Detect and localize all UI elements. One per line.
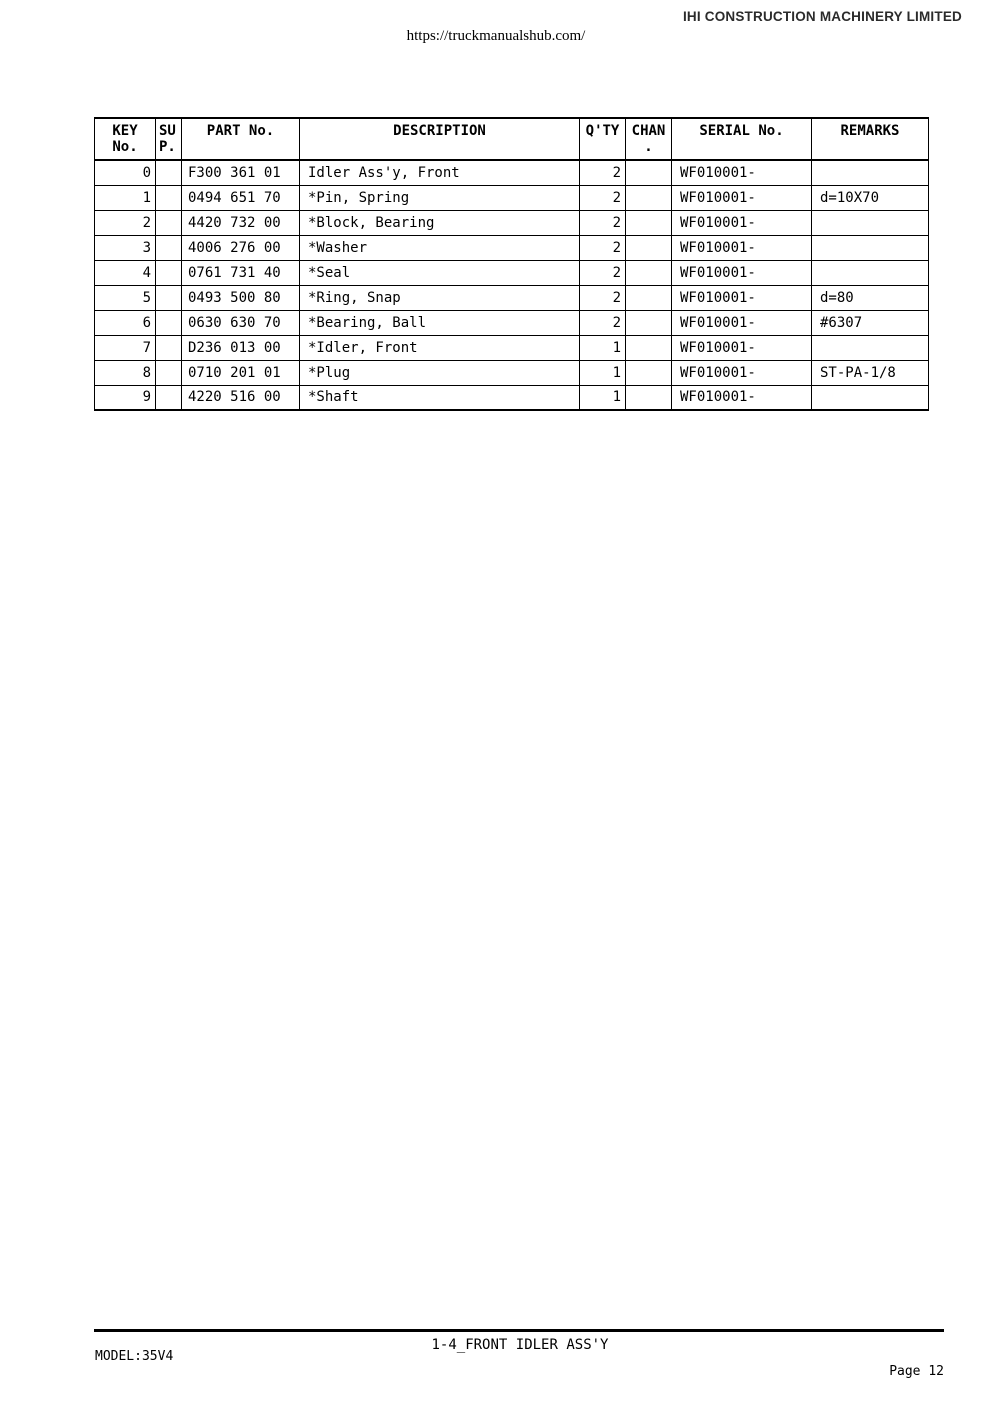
cell-chan <box>626 335 672 360</box>
cell-sup <box>156 260 182 285</box>
table-row <box>95 385 929 410</box>
col-header-qty: Q'TY <box>580 118 626 160</box>
cell-remarks: d=80 <box>812 285 929 310</box>
model-label: MODEL:35V4 <box>95 1349 174 1364</box>
cell-serial: WF010001- <box>672 335 812 360</box>
cell-sup <box>156 235 182 260</box>
cell-sup <box>156 310 182 335</box>
cell-description: *Shaft <box>300 385 580 410</box>
col-header-part: PART No. <box>182 118 300 160</box>
cell-serial: WF010001- <box>672 210 812 235</box>
cell-key: 7 <box>95 335 156 360</box>
cell-description: Idler Ass'y, Front <box>300 160 580 185</box>
cell-serial: WF010001- <box>672 160 812 185</box>
cell-key: 5 <box>95 285 156 310</box>
col-header-serial: SERIAL No. <box>672 118 812 160</box>
cell-part-no: 0630 630 70 <box>182 310 300 335</box>
parts-table <box>94 117 929 411</box>
cell-sup <box>156 185 182 210</box>
cell-qty: 2 <box>580 160 626 185</box>
cell-key: 3 <box>95 235 156 260</box>
cell-remarks <box>812 210 929 235</box>
cell-chan <box>626 385 672 410</box>
cell-part-no: 0493 500 80 <box>182 285 300 310</box>
cell-description: *Plug <box>300 360 580 385</box>
cell-sup <box>156 210 182 235</box>
cell-serial: WF010001- <box>672 260 812 285</box>
cell-remarks: #6307 <box>812 310 929 335</box>
cell-sup <box>156 160 182 185</box>
cell-description: *Washer <box>300 235 580 260</box>
cell-part-no: 0494 651 70 <box>182 185 300 210</box>
table-header-row <box>95 118 929 160</box>
cell-sup <box>156 360 182 385</box>
cell-key: 0 <box>95 160 156 185</box>
cell-chan <box>626 185 672 210</box>
col-header-sup: SU P. <box>156 118 182 160</box>
cell-part-no: 4006 276 00 <box>182 235 300 260</box>
cell-key: 8 <box>95 360 156 385</box>
section-title: 1-4_FRONT IDLER ASS'Y <box>431 1337 609 1353</box>
cell-part-no: 0761 731 40 <box>182 260 300 285</box>
cell-serial: WF010001- <box>672 235 812 260</box>
cell-description: *Seal <box>300 260 580 285</box>
cell-part-no: F300 361 01 <box>182 160 300 185</box>
cell-part-no: 0710 201 01 <box>182 360 300 385</box>
cell-chan <box>626 310 672 335</box>
cell-serial: WF010001- <box>672 185 812 210</box>
cell-qty: 2 <box>580 260 626 285</box>
cell-serial: WF010001- <box>672 360 812 385</box>
cell-qty: 1 <box>580 360 626 385</box>
table-row <box>95 185 929 210</box>
cell-part-no: D236 013 00 <box>182 335 300 360</box>
cell-description: *Ring, Snap <box>300 285 580 310</box>
cell-description: *Bearing, Ball <box>300 310 580 335</box>
cell-qty: 2 <box>580 310 626 335</box>
cell-key: 2 <box>95 210 156 235</box>
cell-key: 9 <box>95 385 156 410</box>
cell-remarks: ST-PA-1/8 <box>812 360 929 385</box>
cell-chan <box>626 285 672 310</box>
page-number: Page 12 <box>889 1364 944 1379</box>
cell-sup <box>156 385 182 410</box>
cell-qty: 2 <box>580 185 626 210</box>
cell-qty: 2 <box>580 285 626 310</box>
table-row <box>95 285 929 310</box>
cell-chan <box>626 260 672 285</box>
table-row <box>95 210 929 235</box>
cell-key: 4 <box>95 260 156 285</box>
cell-remarks <box>812 260 929 285</box>
cell-qty: 1 <box>580 335 626 360</box>
cell-chan <box>626 235 672 260</box>
cell-remarks <box>812 235 929 260</box>
cell-description: *Pin, Spring <box>300 185 580 210</box>
table-row <box>95 360 929 385</box>
col-header-remarks: REMARKS <box>812 118 929 160</box>
table-row <box>95 235 929 260</box>
table-row <box>95 260 929 285</box>
cell-chan <box>626 360 672 385</box>
col-header-chan: CHAN . <box>626 118 672 160</box>
cell-part-no: 4420 732 00 <box>182 210 300 235</box>
source-url: https://truckmanualshub.com/ <box>406 28 586 44</box>
cell-part-no: 4220 516 00 <box>182 385 300 410</box>
cell-chan <box>626 160 672 185</box>
cell-description: *Block, Bearing <box>300 210 580 235</box>
table-row <box>95 310 929 335</box>
table-row <box>95 335 929 360</box>
col-header-key: KEY No. <box>95 118 156 160</box>
col-header-description: DESCRIPTION <box>300 118 580 160</box>
footer-divider <box>94 1329 944 1332</box>
cell-qty: 2 <box>580 210 626 235</box>
cell-serial: WF010001- <box>672 310 812 335</box>
table-row <box>95 160 929 185</box>
cell-description: *Idler, Front <box>300 335 580 360</box>
cell-sup <box>156 285 182 310</box>
cell-sup <box>156 335 182 360</box>
cell-key: 1 <box>95 185 156 210</box>
cell-remarks <box>812 160 929 185</box>
cell-chan <box>626 210 672 235</box>
cell-serial: WF010001- <box>672 385 812 410</box>
cell-remarks: d=10X70 <box>812 185 929 210</box>
cell-serial: WF010001- <box>672 285 812 310</box>
cell-remarks <box>812 385 929 410</box>
cell-qty: 2 <box>580 235 626 260</box>
cell-key: 6 <box>95 310 156 335</box>
cell-qty: 1 <box>580 385 626 410</box>
cell-remarks <box>812 335 929 360</box>
company-brand: IHI CONSTRUCTION MACHINERY LIMITED <box>682 9 962 24</box>
